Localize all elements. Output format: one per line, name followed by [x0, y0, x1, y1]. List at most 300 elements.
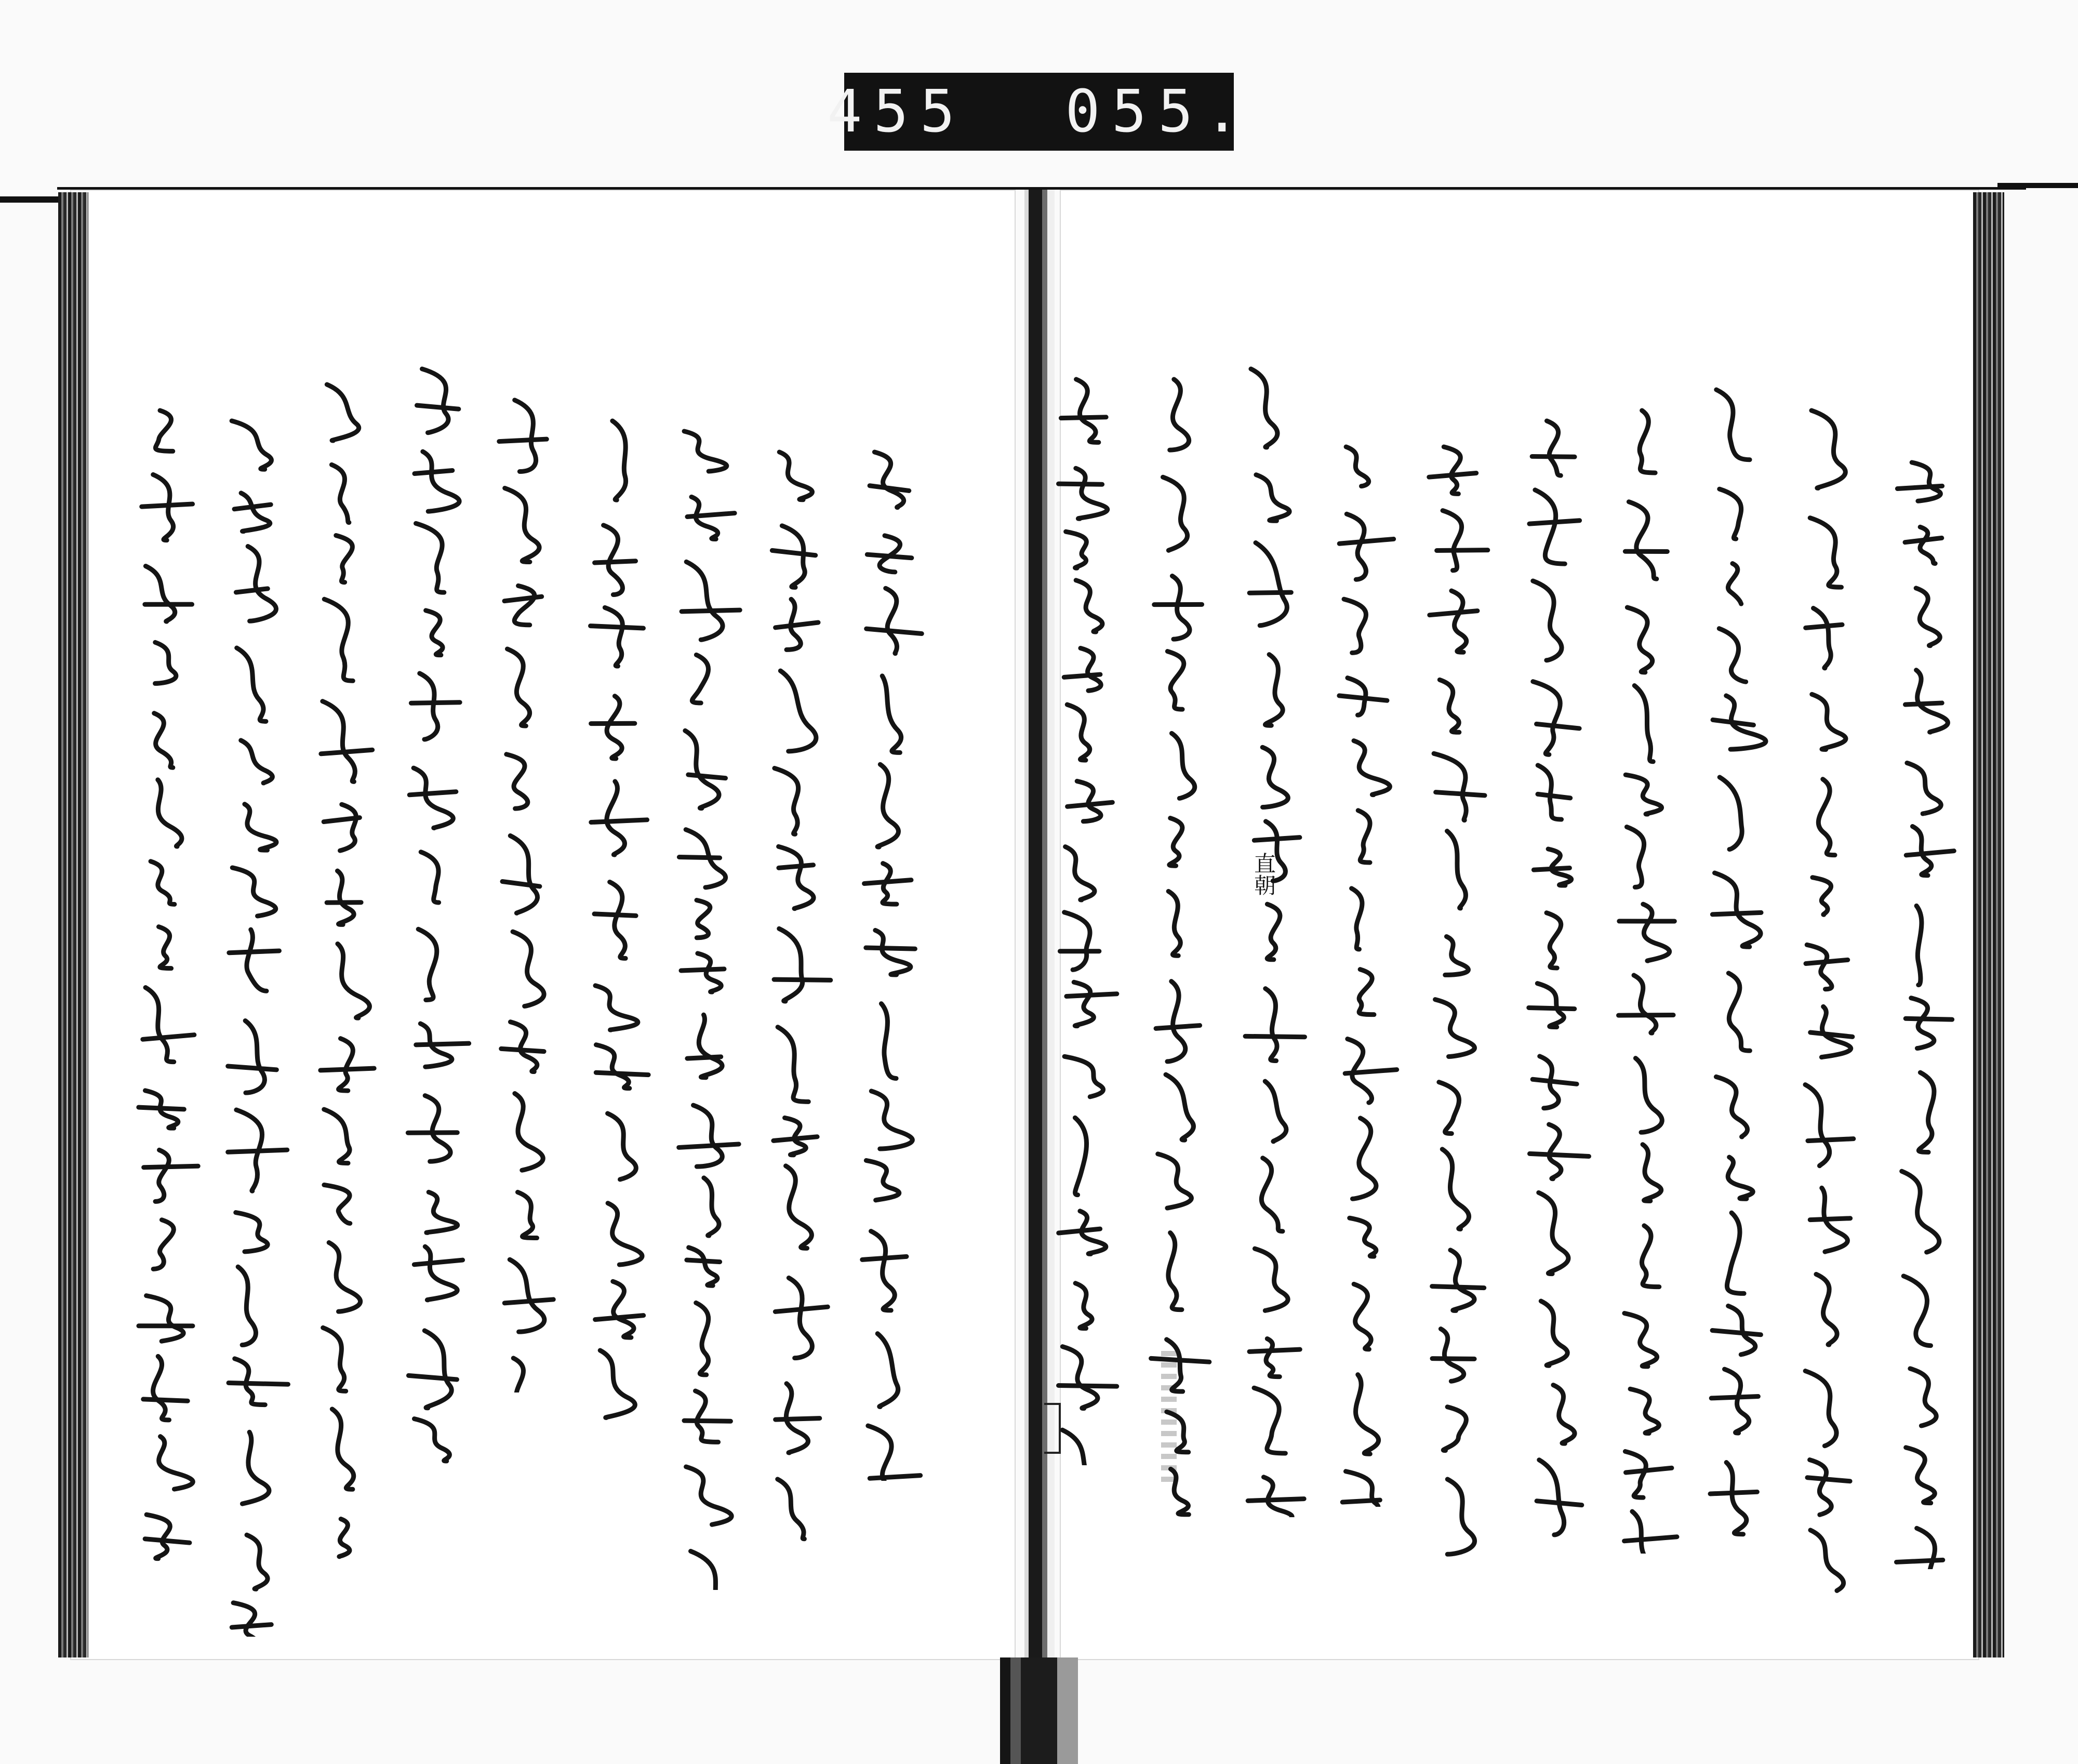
ink-stroke [1806, 625, 1842, 628]
ink-stroke [1537, 724, 1580, 728]
ink-stroke [421, 852, 438, 903]
ink-stroke [1430, 611, 1477, 615]
ink-stroke [416, 1043, 469, 1045]
ink-stroke [1442, 1149, 1469, 1229]
ink-stroke [1067, 994, 1117, 997]
ink-stroke [1064, 674, 1100, 677]
ink-stroke [1265, 655, 1283, 726]
ink-stroke [1626, 1468, 1672, 1473]
ink-stroke [508, 649, 530, 726]
ink-stroke [339, 1519, 350, 1556]
ink-stroke [684, 431, 727, 471]
ink-stroke [591, 626, 644, 628]
ink-stroke [774, 1137, 817, 1141]
ink-stroke [154, 713, 173, 768]
ink-stroke [1163, 477, 1188, 550]
ink-stroke [1248, 1499, 1304, 1501]
ink-stroke [247, 1535, 268, 1589]
ink-stroke [1715, 873, 1761, 947]
ink-stroke [340, 804, 356, 851]
ink-stroke [1814, 608, 1831, 668]
ink-stroke [151, 861, 175, 905]
ink-stroke [1711, 1397, 1758, 1398]
ink-stroke [517, 1192, 537, 1238]
ink-stroke [691, 1551, 722, 1590]
ink-stroke [1805, 1085, 1830, 1166]
ink-stroke [1905, 538, 1942, 542]
ink-stroke [144, 1166, 198, 1167]
ink-stroke [1712, 1330, 1761, 1334]
ink-stroke [775, 768, 798, 834]
ink-stroke [1810, 1032, 1853, 1037]
ink-stroke [321, 1068, 374, 1070]
ink-stroke [139, 1107, 184, 1109]
ink-stroke [504, 1299, 553, 1303]
ink-stroke [415, 470, 452, 473]
ink-stroke [1916, 588, 1940, 646]
ink-stroke [321, 750, 372, 754]
ink-stroke [236, 589, 268, 592]
ink-stroke [1451, 591, 1467, 652]
ink-stroke [145, 1539, 190, 1543]
ink-stroke [234, 505, 271, 509]
ink-stroke [1897, 486, 1942, 488]
ink-stroke [774, 979, 831, 980]
ink-stroke [1813, 878, 1831, 915]
ink-stroke [1643, 1145, 1661, 1201]
ink-stroke [600, 1350, 635, 1417]
ink-stroke [427, 1192, 458, 1232]
ink-stroke [1440, 680, 1459, 732]
ink-stroke [248, 546, 276, 621]
ink-stroke [1533, 682, 1560, 755]
ink-stroke [1443, 1407, 1466, 1451]
ink-stroke [502, 881, 540, 886]
ink-stroke [1254, 1388, 1285, 1453]
ink-stroke [1553, 1385, 1575, 1444]
handwritten-column [1517, 416, 1595, 1574]
ink-stroke [329, 1242, 360, 1311]
ink-stroke [1727, 1213, 1744, 1293]
ink-stroke [688, 775, 726, 778]
ink-stroke [1535, 490, 1565, 564]
ink-stroke [146, 1296, 184, 1342]
ink-stroke [687, 1057, 721, 1058]
ink-stroke [1549, 1124, 1561, 1179]
handwritten-column [1047, 374, 1125, 1465]
ink-stroke [1533, 581, 1562, 660]
ink-stroke [422, 369, 449, 433]
ink-stroke [228, 1066, 277, 1070]
ink-stroke [1062, 1430, 1090, 1465]
ink-stroke [596, 1045, 629, 1089]
ink-stroke [229, 1383, 288, 1385]
ink-stroke [1720, 777, 1742, 850]
ink-stroke [607, 696, 622, 759]
ink-stroke [1726, 1463, 1747, 1534]
ink-stroke [1643, 904, 1670, 961]
ink-stroke [336, 536, 353, 582]
ink-stroke [1262, 747, 1288, 807]
handwritten-column [668, 426, 745, 1590]
ink-stroke [866, 1160, 899, 1200]
ink-stroke [1256, 475, 1289, 521]
right-page-edge [1973, 192, 2004, 1657]
ink-stroke [1075, 1283, 1092, 1329]
ink-stroke [870, 486, 909, 491]
handwritten-column [1140, 374, 1218, 1548]
ink-stroke [696, 1303, 709, 1375]
ink-stroke [1447, 831, 1466, 908]
ink-stroke [679, 1144, 739, 1147]
ink-stroke [595, 561, 636, 563]
ink-stroke [1920, 527, 1935, 563]
left-page-edge [58, 192, 88, 1657]
ink-stroke [1728, 973, 1750, 1051]
ink-stroke [875, 930, 911, 975]
ink-stroke [882, 676, 901, 753]
ink-stroke [682, 610, 740, 612]
handwritten-column [1886, 457, 1964, 1569]
handwritten-column [486, 395, 564, 1392]
ink-stroke [324, 599, 353, 681]
ink-stroke [867, 629, 922, 633]
ink-stroke [1630, 1389, 1659, 1433]
ink-stroke [1805, 1371, 1836, 1446]
ink-stroke [1537, 984, 1564, 1027]
ink-stroke [871, 1091, 912, 1149]
ink-stroke [1074, 982, 1094, 1026]
ink-stroke [695, 1391, 718, 1442]
ink-stroke [1919, 1072, 1934, 1152]
right-rule [1997, 183, 2078, 188]
ink-stroke [866, 948, 915, 949]
ink-stroke [613, 1281, 634, 1337]
ink-stroke [236, 1213, 268, 1252]
ink-stroke [871, 1231, 895, 1310]
ink-stroke [1910, 1369, 1936, 1426]
ink-stroke [153, 1356, 169, 1420]
ink-stroke [143, 1035, 194, 1040]
ink-stroke [510, 835, 537, 913]
ink-stroke [1725, 1369, 1749, 1433]
ink-stroke [241, 493, 270, 532]
ink-stroke [1169, 818, 1182, 866]
handwritten-column [1418, 442, 1496, 1595]
margin-annotation: 直朝 [1251, 852, 1276, 896]
ink-stroke [420, 673, 438, 739]
ink-stroke [1897, 1560, 1943, 1562]
ink-stroke [608, 1203, 642, 1265]
ink-stroke [862, 1256, 907, 1259]
ink-stroke [782, 526, 805, 588]
ink-stroke [595, 986, 638, 1030]
ink-stroke [1902, 1171, 1939, 1252]
ink-stroke [1339, 539, 1393, 543]
ink-stroke [514, 586, 535, 625]
ink-stroke [772, 550, 815, 555]
ink-stroke [1445, 936, 1469, 975]
ink-stroke [1354, 1284, 1371, 1349]
ink-stroke [1265, 1081, 1286, 1142]
ink-stroke [505, 488, 539, 562]
ink-stroke [155, 1150, 169, 1201]
ink-stroke [1443, 511, 1462, 571]
ink-stroke [1720, 489, 1741, 539]
ink-stroke [145, 566, 175, 622]
ink-stroke [687, 1260, 720, 1262]
ink-stroke [1728, 564, 1741, 604]
ink-stroke [689, 1248, 717, 1285]
ink-stroke [1806, 960, 1848, 963]
ink-stroke [778, 1479, 805, 1539]
ink-stroke [409, 792, 456, 795]
ink-stroke [874, 452, 903, 508]
ink-stroke [1642, 1226, 1659, 1287]
ink-stroke [685, 731, 719, 808]
ink-stroke [339, 1039, 353, 1091]
ink-stroke [1534, 868, 1569, 870]
ink-stroke [686, 562, 723, 640]
ink-stroke [1634, 975, 1656, 1033]
ink-stroke [1342, 1500, 1380, 1502]
ink-stroke [694, 1105, 723, 1166]
ink-stroke [1170, 379, 1189, 450]
ink-stroke [159, 1437, 193, 1489]
ink-stroke [510, 1022, 537, 1072]
ink-stroke [331, 465, 349, 522]
ink-stroke [501, 1049, 544, 1051]
ink-stroke [1903, 1276, 1930, 1346]
ink-stroke [779, 929, 803, 1001]
ink-stroke [867, 554, 911, 558]
ink-stroke [338, 944, 369, 1018]
ink-stroke [1629, 502, 1656, 579]
ink-stroke [158, 780, 182, 846]
ink-stroke [1249, 1349, 1300, 1351]
ink-stroke [612, 421, 626, 500]
ink-stroke [1807, 945, 1832, 989]
ink-stroke [1436, 792, 1485, 795]
ink-stroke [515, 400, 536, 471]
ink-stroke [1075, 1118, 1086, 1195]
ink-stroke [411, 702, 460, 703]
ink-stroke [1719, 629, 1746, 682]
ink-stroke [1547, 421, 1561, 475]
ink-stroke [515, 1093, 543, 1170]
ink-stroke [877, 764, 898, 847]
ink-stroke [1624, 1313, 1657, 1366]
ink-stroke [786, 1166, 812, 1248]
ink-stroke [245, 1020, 264, 1093]
ink-stroke [228, 1150, 287, 1152]
ink-stroke [507, 754, 528, 808]
ink-stroke [1076, 580, 1102, 632]
ink-stroke [1627, 827, 1644, 887]
frame-number-left: 455 [827, 78, 967, 145]
ink-stroke [510, 1259, 544, 1332]
ink-stroke [1172, 576, 1190, 640]
handwritten-column [1790, 405, 1868, 1595]
ink-stroke [1068, 802, 1113, 806]
ink-stroke [232, 1625, 271, 1627]
ink-stroke [1447, 1479, 1474, 1554]
ink-stroke [1906, 851, 1954, 855]
ink-stroke [241, 740, 273, 783]
ink-stroke [1810, 1218, 1850, 1220]
ink-stroke [1245, 1036, 1304, 1037]
ink-stroke [1065, 847, 1095, 900]
ink-stroke [426, 611, 443, 655]
ink-stroke [1261, 1158, 1283, 1231]
ink-stroke [681, 969, 724, 971]
ink-stroke [425, 1096, 450, 1162]
ink-stroke [1444, 447, 1460, 494]
ink-stroke [1532, 456, 1575, 457]
ink-stroke [1906, 1448, 1935, 1503]
ink-stroke [1352, 1118, 1376, 1199]
ink-stroke [864, 880, 911, 884]
ink-stroke [1352, 888, 1362, 949]
ink-stroke [1450, 1250, 1474, 1311]
ink-stroke [146, 1515, 170, 1559]
ink-stroke [1059, 1229, 1100, 1233]
ink-stroke [1808, 1139, 1854, 1141]
ink-stroke [1716, 1077, 1747, 1137]
book-clamp [1000, 1657, 1078, 1764]
ink-stroke [870, 1476, 920, 1479]
ink-stroke [1538, 794, 1570, 798]
ink-stroke [1267, 904, 1280, 960]
ink-stroke [1811, 410, 1845, 488]
ink-stroke [610, 882, 625, 958]
handwritten-column [1608, 405, 1686, 1554]
ink-stroke [779, 846, 814, 908]
ink-stroke [1166, 1075, 1193, 1140]
handwritten-column [758, 447, 836, 1580]
ink-stroke [237, 648, 266, 721]
ink-stroke [698, 953, 721, 992]
handwritten-column [216, 416, 294, 1637]
ink-stroke [881, 1004, 896, 1079]
ink-stroke [1158, 1154, 1192, 1208]
ink-stroke [415, 1419, 450, 1461]
handwritten-column [1699, 384, 1777, 1548]
ink-stroke [323, 701, 355, 782]
ink-stroke [1710, 1492, 1757, 1494]
ink-stroke [778, 1027, 808, 1102]
ink-stroke [1624, 1537, 1677, 1541]
ink-stroke [1906, 703, 1942, 705]
ink-stroke [605, 607, 622, 666]
ink-stroke [692, 655, 708, 703]
ink-stroke [417, 405, 458, 409]
ink-stroke [608, 1113, 636, 1179]
ink-stroke [504, 596, 542, 601]
ink-stroke [1081, 648, 1101, 691]
ink-stroke [699, 1015, 722, 1078]
ink-stroke [1635, 1058, 1662, 1133]
ink-stroke [337, 871, 354, 924]
handwritten-column [397, 364, 475, 1507]
ink-stroke [1539, 1192, 1568, 1274]
ink-stroke [1716, 390, 1750, 460]
ink-stroke [1816, 1274, 1837, 1345]
ink-stroke [1916, 906, 1922, 985]
ink-stroke [1529, 521, 1580, 524]
ink-stroke [1168, 1233, 1182, 1310]
ink-stroke [1810, 1530, 1844, 1590]
ink-stroke [776, 622, 818, 628]
ink-stroke [594, 914, 636, 916]
ink-stroke [1061, 417, 1106, 418]
ink-stroke [1167, 652, 1183, 710]
ink-stroke [1168, 891, 1180, 956]
ink-stroke [158, 927, 171, 969]
ink-stroke [416, 523, 444, 592]
ink-stroke [143, 1399, 188, 1401]
ink-stroke [1255, 1249, 1288, 1310]
ink-stroke [1712, 912, 1761, 914]
ink-stroke [607, 781, 625, 855]
ink-stroke [1347, 514, 1366, 579]
ink-stroke [1912, 462, 1940, 501]
ink-stroke [1254, 838, 1300, 841]
ink-stroke [1346, 447, 1368, 486]
ink-stroke [868, 1426, 891, 1481]
ink-stroke [1266, 989, 1277, 1061]
ink-stroke [1171, 733, 1194, 798]
ink-stroke [323, 1328, 346, 1391]
ink-stroke [679, 857, 720, 858]
ink-stroke [145, 988, 174, 1062]
ink-stroke [1818, 779, 1835, 855]
ink-stroke [247, 930, 267, 991]
ink-stroke [1907, 763, 1941, 814]
ink-stroke [1541, 1301, 1567, 1365]
ink-stroke [232, 868, 275, 916]
ink-stroke [232, 421, 271, 469]
ink-stroke [1432, 1286, 1484, 1288]
ink-stroke [1167, 1412, 1189, 1452]
ink-stroke [1249, 592, 1291, 593]
ink-stroke [418, 929, 437, 1000]
ink-stroke [423, 452, 459, 511]
ink-stroke [779, 452, 812, 500]
ink-stroke [499, 439, 547, 441]
ink-stroke [789, 1278, 812, 1358]
ink-stroke [332, 1409, 353, 1489]
ink-stroke [1539, 1460, 1564, 1535]
ink-stroke [1911, 998, 1934, 1049]
ink-stroke [591, 820, 647, 823]
ink-stroke [1350, 1218, 1376, 1256]
ink-stroke [424, 1331, 451, 1408]
ink-stroke [1067, 705, 1089, 760]
ink-stroke [1632, 1511, 1670, 1554]
ink-stroke [1167, 982, 1185, 1062]
ink-stroke [596, 1072, 648, 1075]
ink-stroke [1627, 607, 1652, 672]
ink-stroke [1064, 912, 1090, 970]
ink-stroke [245, 804, 276, 850]
handwritten-column [1325, 442, 1403, 1507]
ink-stroke [142, 504, 193, 507]
ink-stroke [1441, 1329, 1463, 1382]
ink-stroke [513, 1358, 537, 1392]
ink-stroke [1344, 599, 1366, 653]
frame-number-right: 055. [1065, 78, 1251, 145]
